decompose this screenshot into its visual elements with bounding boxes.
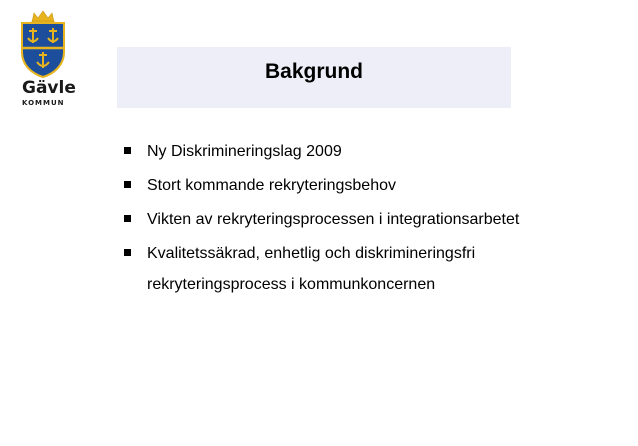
list-item — [120, 136, 540, 167]
list-item — [120, 170, 540, 201]
bullet-list — [120, 136, 540, 303]
bullet-text: Ny Diskrimineringslag 2009 — [147, 143, 342, 160]
list-item — [120, 238, 540, 300]
bullet-text: Vikten av rekryteringsprocessen i integrationsarbetet — [147, 211, 520, 228]
list-item — [120, 204, 540, 235]
logo-subtitle: KOMMUN — [22, 99, 65, 107]
square-bullet-icon — [124, 215, 131, 222]
square-bullet-icon — [124, 147, 131, 154]
coat-of-arms-shield-icon — [21, 22, 65, 78]
bullet-text: Stort kommande rekryteringsbehov — [147, 177, 396, 194]
slide-title: Bakgrund — [264, 60, 363, 83]
bullet-text: Kvalitetssäkrad, enhetlig och diskrimineringsfri rekryteringsprocess i kommunkoncernen — [147, 245, 476, 293]
square-bullet-icon — [124, 249, 131, 256]
logo-wordmark: Gävle — [22, 78, 76, 98]
gavle-kommun-logo — [10, 8, 76, 107]
slide-title-banner — [117, 47, 511, 108]
square-bullet-icon — [124, 181, 131, 188]
